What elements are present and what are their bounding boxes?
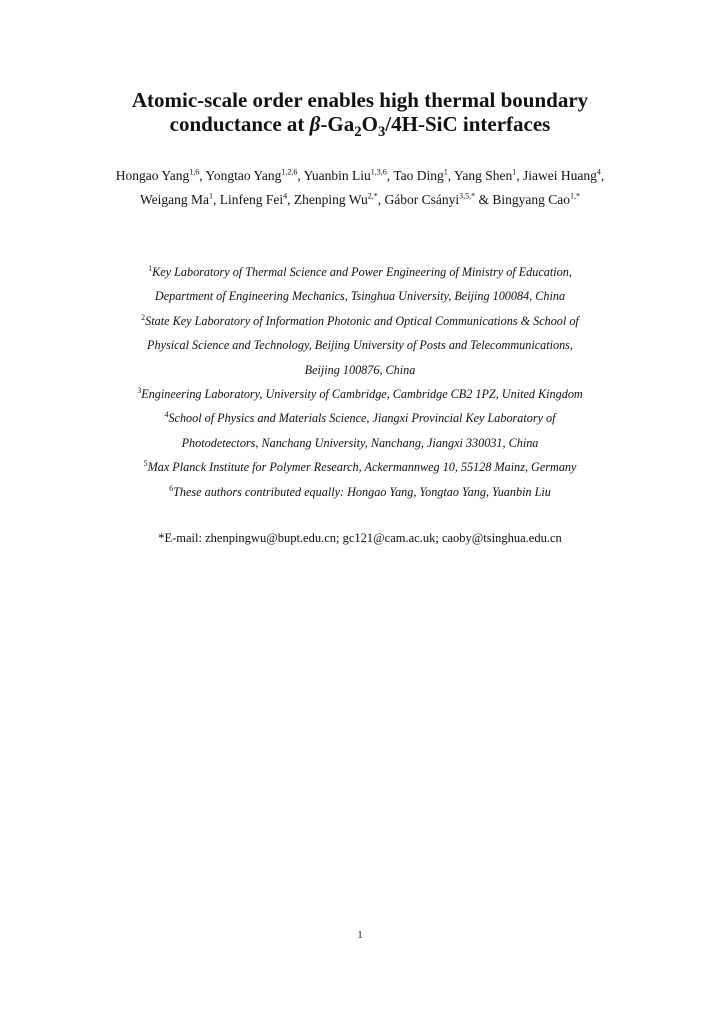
affiliation-line [90,406,630,430]
affiliation-line [90,284,630,308]
author-entry [140,192,213,207]
title-beta: β [309,112,321,136]
author-separator: , [199,168,206,183]
paper-title [60,88,660,141]
author-entry [393,168,447,183]
author-affiliation-marker: 4 [596,167,601,177]
affiliation-marker: 1 [148,263,153,273]
author-entry [523,168,601,183]
author-name: Bingyang Cao [492,192,570,207]
title-line-2 [60,112,660,141]
affiliation-line [90,309,630,333]
author-entry [492,192,580,207]
title-line-2-suffix: /4H-SiC interfaces [385,112,551,136]
affiliation-text: Engineering Laboratory, University of Cambridge, Cambridge CB2 1PZ, United Kingdom [141,387,583,402]
title-ga: -Ga [320,112,355,136]
author-separator: , [297,168,304,183]
author-name: Gábor Csányi [384,192,460,207]
affiliation-marker: 2 [141,312,146,322]
affiliation-line [90,333,630,357]
title-line-2-prefix: conductance at [169,112,310,136]
author-affiliation-marker: 1 [512,167,517,177]
author-affiliation-marker: 1,* [570,191,580,201]
author-entry [116,168,200,183]
author-entry [304,168,387,183]
author-separator: , [447,168,454,183]
affiliation-marker: 3 [137,385,142,395]
author-entry [454,168,516,183]
title-o-subscript: 3 [377,124,386,141]
affiliation-text: Department of Engineering Mechanics, Tsinghua University, Beijing 100084, China [154,289,566,304]
author-name: Yang Shen [453,168,513,183]
title-o: O [361,112,378,136]
affiliation-text: School of Physics and Materials Science, Jiangxi Provincial Key Laboratory of [168,411,556,426]
author-name: Linfeng Fei [219,192,284,207]
author-separator: , [386,168,394,183]
affiliation-line [90,455,630,479]
author-name: Jiawei Huang [523,168,597,183]
affiliation-line [90,358,630,382]
author-name: Weigang Ma [140,192,210,207]
affiliation-list [90,260,630,504]
author-entry [220,192,287,207]
affiliation-text: These authors contributed equally: Hongao Yang, Yongtao Yang, Yuanbin Liu [173,484,551,499]
author-separator: , [600,168,605,183]
affiliation-line [90,382,630,406]
author-name: Zhenping Wu [293,192,368,207]
author-affiliation-marker: 3,5,* [459,191,476,201]
affiliation-text: Photodetectors, Nanchang University, Nanchang, Jiangxi 330031, China [181,435,539,450]
title-line-1: Atomic-scale order enables high thermal boundary [131,88,589,112]
affiliation-line [90,480,630,504]
affiliation-marker: 6 [169,483,174,493]
author-separator: , [516,168,523,183]
author-separator: , [377,192,385,207]
author-affiliation-marker: 4 [283,191,288,201]
affiliation-line [90,260,630,284]
affiliation-marker: 4 [164,410,169,420]
author-affiliation-marker: 1 [209,191,214,201]
author-entry [294,192,378,207]
contact-email[interactable]: *E-mail: zhenpingwu@bupt.edu.cn; gc121@cam.ac.uk; caoby@tsinghua.edu.cn [158,531,562,545]
author-separator: , [213,192,220,207]
author-separator: , [287,192,294,207]
affiliation-text: State Key Laboratory of Information Photonic and Optical Communications & School of [145,313,579,328]
affiliation-text: Beijing 100876, China [304,362,416,377]
author-separator: & [475,192,493,207]
author-entry [384,192,475,207]
affiliation-text: Key Laboratory of Thermal Science and Power Engineering of Ministry of Education, [152,265,572,279]
author-name: Hongao Yang [115,168,190,183]
title-ga-subscript: 2 [354,124,362,141]
author-name: Yuanbin Liu [303,168,371,183]
author-list [100,164,620,212]
affiliation-line [90,431,630,455]
author-affiliation-marker: 2,* [367,191,378,201]
author-name: Yongtao Yang [205,168,282,183]
author-affiliation-marker: 1,3,6 [370,167,387,177]
affiliation-text: Max Planck Institute for Polymer Research, Ackermannweg 10, 55128 Mainz, Germany [147,460,577,475]
author-entry [206,168,298,183]
affiliation-marker: 5 [143,459,148,469]
page-number: 1 [357,930,363,941]
author-affiliation-marker: 1,2,6 [281,167,298,177]
author-affiliation-marker: 1 [443,167,448,177]
author-name: Tao Ding [393,168,444,183]
affiliation-text: Physical Science and Technology, Beijing University of Posts and Telecommunications, [147,338,573,353]
author-affiliation-marker: 1,6 [189,167,200,177]
